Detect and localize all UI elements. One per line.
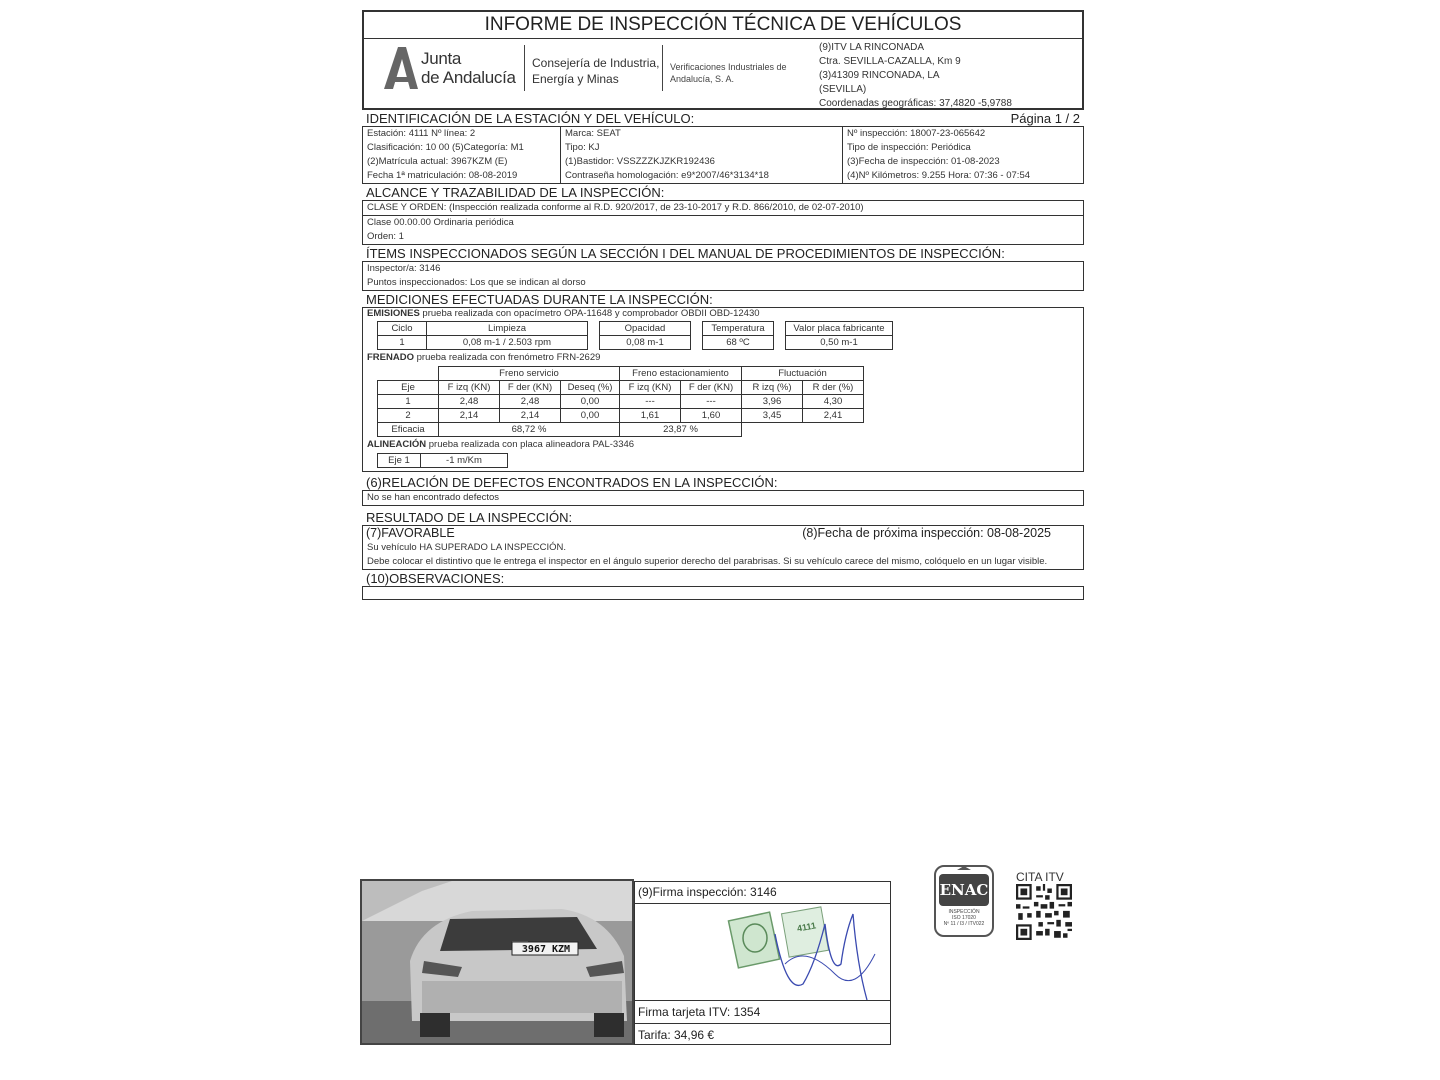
eficacia-estacionamiento: 23,87 % — [620, 423, 742, 437]
frenado-text: prueba realizada con frenómetro FRN-2629 — [413, 352, 601, 363]
table-header: Opacidad — [600, 322, 691, 336]
table-cell: 2,48 — [439, 395, 500, 409]
table-group-header: Fluctuación — [742, 367, 864, 381]
enac-sub: ISO 17020 — [952, 915, 976, 921]
firma-inspeccion: (9)Firma inspección: 3146 — [635, 882, 890, 904]
verif-line2: Andalucía, S. A. — [670, 74, 735, 84]
table-cell: 1 — [378, 336, 427, 350]
id-field: Tipo de inspección: Periódica — [847, 142, 971, 153]
table-spacer — [378, 367, 439, 381]
firma-tarjeta: Firma tarjeta ITV: 1354 — [635, 1001, 890, 1024]
clase-orden-text: CLASE Y ORDEN: (Inspección realizada conforme al R.D. 920/2017, de 23-10-2017 y R.D. 866/2010, de 02-07-2010) — [363, 201, 1083, 216]
emisiones-table-opacidad — [599, 321, 691, 350]
enac-accreditation — [935, 909, 993, 927]
id-field: Nº inspección: 18007-23-065642 — [847, 128, 986, 139]
emisiones-table-placa — [785, 321, 893, 350]
identificacion-title: IDENTIFICACIÓN DE LA ESTACIÓN Y DEL VEHÍCULO: — [366, 111, 695, 126]
proxima-inspeccion: (8)Fecha de próxima inspección: 08-08-2025 — [802, 526, 1051, 540]
table-header: Eje — [378, 381, 439, 395]
eficacia-servicio: 68,72 % — [439, 423, 620, 437]
tarifa: Tarifa: 34,96 € — [638, 1028, 715, 1042]
enac-sub: INSPECCIÓN — [948, 909, 980, 915]
table-cell: 2,48 — [500, 395, 561, 409]
alineacion-label: ALINEACIÓN — [367, 439, 427, 450]
table-row — [378, 395, 864, 409]
table-cell: 2,14 — [439, 409, 500, 423]
inspection-column — [843, 127, 1083, 183]
table-cell: 3,96 — [742, 395, 803, 409]
resultado-text: Debe colocar el distintivo que le entrega el inspector en el ángulo superior derecho del parabrisas. Si su vehículo carece del mismo, colóquelo en un lugar visible. — [367, 556, 1048, 567]
identificacion-table — [362, 126, 1084, 184]
frenado-label: FRENADO — [367, 352, 414, 363]
resultado-box — [362, 525, 1084, 570]
id-field: Fecha 1ª matriculación: 08-08-2019 — [367, 170, 518, 181]
table-cell: 2,41 — [803, 409, 864, 423]
table-cell: 0,50 m-1 — [786, 336, 893, 350]
station-line: (SEVILLA) — [819, 84, 867, 95]
table-cell: 1,61 — [620, 409, 681, 423]
id-field: Marca: SEAT — [565, 128, 621, 139]
vehicle-photo-icon — [362, 881, 632, 1043]
eficacia-label: Eficacia — [378, 423, 439, 437]
resultado-heading: RESULTADO DE LA INSPECCIÓN: — [366, 510, 573, 525]
emisiones-caption — [367, 307, 760, 321]
page-number: Página 1 / 2 — [1010, 111, 1080, 126]
signature-area — [635, 904, 890, 1001]
table-row — [378, 409, 864, 423]
table-cell: 1,60 — [681, 409, 742, 423]
report-header — [362, 10, 1084, 110]
id-field: Tipo: KJ — [565, 142, 600, 153]
station-line: Ctra. SEVILLA-CAZALLA, Km 9 — [819, 56, 961, 67]
inspection-report — [362, 10, 1084, 600]
table-cell: 2,14 — [500, 409, 561, 423]
license-plate: 3967 KZM — [521, 944, 571, 955]
observaciones-heading: (10)OBSERVACIONES: — [366, 571, 505, 586]
alcance-heading: ALCANCE Y TRAZABILIDAD DE LA INSPECCIÓN: — [366, 185, 665, 200]
enac-sub: Nº 11 / I3 / ITV022 — [943, 921, 985, 927]
defectos-heading: (6)RELACIÓN DE DEFECTOS ENCONTRADOS EN LA INSPECCIÓN: — [366, 475, 778, 490]
table-cell: 0,00 — [561, 409, 620, 423]
bottom-section — [360, 879, 891, 1045]
id-field: (1)Bastidor: VSSZZZKJZKR192436 — [565, 156, 715, 167]
table-cell: 0,08 m-1 / 2.503 rpm — [427, 336, 588, 350]
table-cell: 1 — [378, 395, 439, 409]
table-cell: Eje 1 — [378, 454, 421, 468]
enac-label: ENAC — [939, 881, 989, 899]
resultado-status-row — [363, 526, 1083, 541]
table-header: Temperatura — [703, 322, 774, 336]
mediciones-heading: MEDICIONES EFECTUADAS DURANTE LA INSPECCIÓN: — [366, 292, 713, 307]
frenado-caption — [367, 351, 600, 365]
emisiones-label: EMISIONES — [367, 308, 420, 319]
orden-text: Orden: 1 — [367, 231, 404, 242]
clase-text: Clase 00.00.00 Ordinaria periódica — [367, 217, 514, 228]
table-header: Limpieza — [427, 322, 588, 336]
table-cell: 0,08 m-1 — [600, 336, 691, 350]
table-header: F der (KN) — [681, 381, 742, 395]
table-group-header: Freno servicio — [439, 367, 620, 381]
table-cell: 2 — [378, 409, 439, 423]
id-field: (3)Fecha de inspección: 01-08-2023 — [847, 156, 1000, 167]
table-header: F izq (KN) — [620, 381, 681, 395]
emisiones-table-temperatura — [702, 321, 774, 350]
logo-divider — [662, 45, 663, 91]
id-field: (4)Nº Kilómetros: 9.255 Hora: 07:36 - 07:54 — [847, 170, 1031, 181]
id-field: Clasificación: 10 00 (5)Categoría: M1 — [367, 142, 524, 153]
junta-andalucia-wordmark — [421, 49, 516, 87]
emisiones-text: prueba realizada con opacímetro OPA-11648 y comprobador OBDII OBD-12430 — [419, 308, 760, 319]
enac-logo — [933, 864, 995, 938]
observaciones-box — [362, 586, 1084, 600]
table-cell: 0,00 — [561, 395, 620, 409]
table-cell: --- — [681, 395, 742, 409]
eficacia-row — [378, 423, 864, 437]
table-header: Valor placa fabricante — [786, 322, 893, 336]
stamp-and-signature-icon — [635, 904, 889, 1000]
logo-divider — [524, 45, 525, 91]
signature-box — [634, 881, 891, 1045]
puntos-text: Puntos inspeccionados: Los que se indican al dorso — [367, 277, 586, 288]
items-heading: ÍTEMS INSPECCIONADOS SEGÚN LA SECCIÓN I DEL MANUAL DE PROCEDIMIENTOS DE INSPECCIÓN: — [366, 246, 1005, 261]
alineacion-text: prueba realizada con placa alineadora PAL-3346 — [426, 439, 635, 450]
table-cell: --- — [620, 395, 681, 409]
consejeria-line2: Energía y Minas — [532, 72, 619, 86]
table-header: F izq (KN) — [439, 381, 500, 395]
junta-line2: de Andalucía — [421, 68, 516, 87]
id-field: Estación: 4111 Nº línea: 2 — [367, 128, 476, 139]
table-header: F der (KN) — [500, 381, 561, 395]
table-cell: -1 m/Km — [421, 454, 508, 468]
station-line: Coordenadas geográficas: 37,4820 -5,9788 — [819, 98, 1012, 109]
cita-itv-qr-icon[interactable] — [1016, 884, 1072, 940]
junta-andalucia-logo-icon — [380, 45, 420, 91]
consejeria-line1: Consejería de Industria, — [532, 56, 660, 70]
station-line: (3)41309 RINCONADA, LA — [819, 70, 940, 81]
verificaciones-label — [670, 61, 787, 85]
resultado-favorable: (7)FAVORABLE — [366, 526, 455, 540]
logos-row — [364, 39, 1082, 109]
cita-itv-label: CITA ITV — [1016, 870, 1064, 884]
alcance-box — [362, 200, 1084, 245]
station-address — [819, 41, 1012, 111]
table-cell: 4,30 — [803, 395, 864, 409]
table-cell: 68 ºC — [703, 336, 774, 350]
table-header: Deseq (%) — [561, 381, 620, 395]
table-group-header: Freno estacionamiento — [620, 367, 742, 381]
items-box — [362, 261, 1084, 291]
alineacion-caption — [367, 438, 634, 452]
defectos-box: No se han encontrado defectos — [362, 490, 1084, 506]
mediciones-box — [362, 307, 1084, 472]
alineacion-table — [377, 453, 508, 468]
table-header: R izq (%) — [742, 381, 803, 395]
inspector-text: Inspector/a: 3146 — [367, 263, 441, 274]
station-line: (9)ITV LA RINCONADA — [819, 42, 925, 53]
stamp-number: 4111 — [796, 920, 817, 934]
identificacion-heading — [362, 110, 1084, 126]
table-header: Ciclo — [378, 322, 427, 336]
table-header: R der (%) — [803, 381, 864, 395]
resultado-text: Su vehículo HA SUPERADO LA INSPECCIÓN. — [367, 542, 567, 553]
table-spacer — [742, 423, 864, 437]
verif-line1: Verificaciones Industriales de — [670, 62, 787, 72]
table-cell: 3,45 — [742, 409, 803, 423]
station-column — [363, 127, 561, 183]
id-field: Contraseña homologación: e9*2007/46*3134*18 — [565, 170, 769, 181]
vehicle-photo — [360, 879, 634, 1045]
frenado-table — [377, 366, 864, 437]
report-title: INFORME DE INSPECCIÓN TÉCNICA DE VEHÍCULOS — [364, 12, 1082, 39]
emisiones-table-ciclo-limpieza — [377, 321, 588, 350]
vehicle-column — [561, 127, 843, 183]
consejeria-label — [532, 55, 659, 87]
junta-line1: Junta — [421, 49, 462, 68]
id-field: (2)Matrícula actual: 3967KZM (E) — [367, 156, 508, 167]
